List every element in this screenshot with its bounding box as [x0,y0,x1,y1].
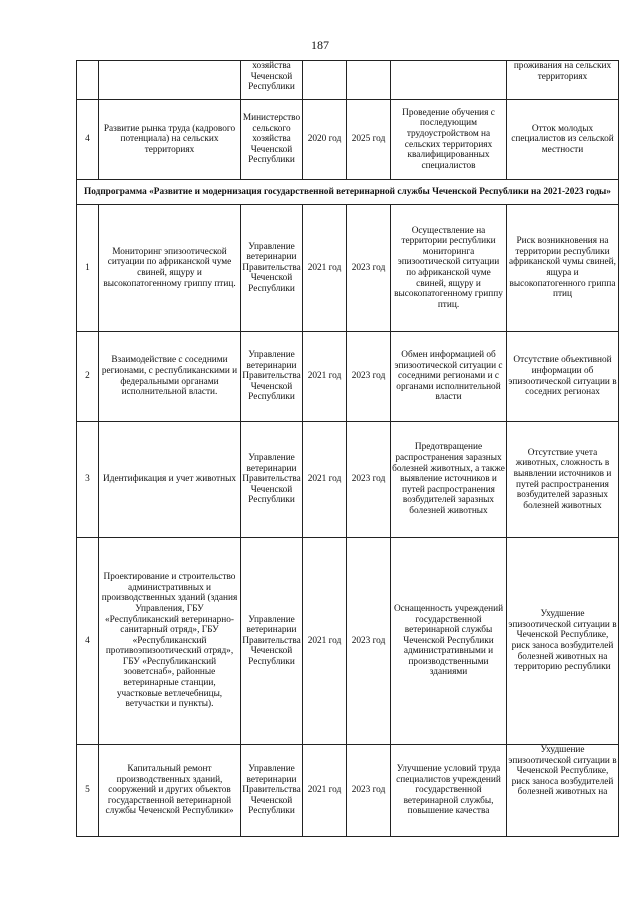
end-year: 2023 год [347,538,391,745]
expected-result: Оснащенность учреждений государственной ветеринарной службы Чеченской Республики административными и производственными зданиями [391,538,507,745]
start-year: 2021 год [303,745,347,837]
expected-result: Обмен информацией об эпизоотической ситуации с соседними регионами и с органами исполнительной власти [391,332,507,422]
executor: Управление ветеринарии Правительства Чеченской Республики [241,745,303,837]
row-number: 1 [77,205,99,332]
start-year: 2021 год [303,332,347,422]
row-number [77,61,99,100]
row-number: 4 [77,100,99,180]
consequence: проживания на сельских территориях [507,61,619,100]
consequence: Риск возникновения на территории республики африканской чумы свиней, ящура и высокопатогенного гриппа птиц [507,205,619,332]
expected-result [391,61,507,100]
expected-result: Осуществление на территории республики мониторинга эпизоотической ситуации по африканской чуме свиней, ящуру и высокопатогенному гриппу птиц. [391,205,507,332]
end-year [347,61,391,100]
executor: Управление ветеринарии Правительства Чеченской Республики [241,538,303,745]
measure-name: Взаимодействие с соседними регионами, с республиканскими и федеральными органами исполнительной власти. [99,332,241,422]
end-year: 2023 год [347,745,391,837]
row-number: 3 [77,422,99,538]
measure-name: Идентификация и учет животных [99,422,241,538]
table-row [77,61,619,100]
page-number: 187 [311,38,329,52]
executor: Управление ветеринарии Правительства Чеченской Республики [241,205,303,332]
measure-name: Развитие рынка труда (кадрового потенциала) на сельских территориях [99,100,241,180]
start-year [303,61,347,100]
executor: Управление ветеринарии Правительства Чеченской Республики [241,332,303,422]
row-number: 2 [77,332,99,422]
consequence: Отсутствие объективной информации об эпизоотической ситуации в соседних регионах [507,332,619,422]
measures-table [76,60,619,837]
expected-result: Улучшение условий труда специалистов учреждений государственной ветеринарной службы, повышение качества [391,745,507,837]
measure-name: Проектирование и строительство административных и производственных зданий (здания Управления, ГБУ «Республиканский ветеринарно-санитарный отряд», ГБУ «Республиканский противоэпизоотический отряд», ГБУ «Республиканский зооветснаб», районные ветеринарные станции, участковые ветлечебницы, ветучастки и пункты). [99,538,241,745]
consequence: Отток молодых специалистов из сельской местности [507,100,619,180]
table-row [77,100,619,180]
expected-result: Предотвращение распространения заразных болезней животных, а также выявление источников и путей распространения возбудителей заразных болезней животных [391,422,507,538]
table-row [77,205,619,332]
end-year: 2025 год [347,100,391,180]
table-row [77,332,619,422]
start-year: 2020 год [303,100,347,180]
expected-result: Проведение обучения с последующим трудоустройством на сельских территориях квалифицированных специалистов [391,100,507,180]
row-number: 4 [77,538,99,745]
executor: Министерство сельского хозяйства Чеченской Республики [241,100,303,180]
measure-name [99,61,241,100]
end-year: 2023 год [347,205,391,332]
subprogram-title: Подпрограмма «Развитие и модернизация государственной ветеринарной службы Чеченской Республики на 2021-2023 годы» [77,180,619,205]
executor: хозяйства Чеченской Республики [241,61,303,100]
row-number: 5 [77,745,99,837]
executor: Управление ветеринарии Правительства Чеченской Республики [241,422,303,538]
table-row [77,745,619,837]
start-year: 2021 год [303,538,347,745]
table-row [77,538,619,745]
start-year: 2021 год [303,422,347,538]
measure-name: Капитальный ремонт производственных зданий, сооружений и других объектов государственной ветеринарной службы Чеченской Республики» [99,745,241,837]
measure-name: Мониторинг эпизоотической ситуации по африканской чуме свиней, ящуру и высокопатогенному гриппу птиц. [99,205,241,332]
consequence: Ухудшение эпизоотической ситуации в Чеченской Республике, риск заноса возбудителей болезней животных на [507,745,619,837]
start-year: 2021 год [303,205,347,332]
consequence: Ухудшение эпизоотической ситуации в Чеченской Республике, риск заноса возбудителей болезней животных на территорию республики [507,538,619,745]
end-year: 2023 год [347,332,391,422]
table-row [77,422,619,538]
consequence: Отсутствие учета животных, сложность в выявлении источников и путей распространения возбудителей заразных болезней животных [507,422,619,538]
end-year: 2023 год [347,422,391,538]
subprogram-header-row [77,180,619,205]
